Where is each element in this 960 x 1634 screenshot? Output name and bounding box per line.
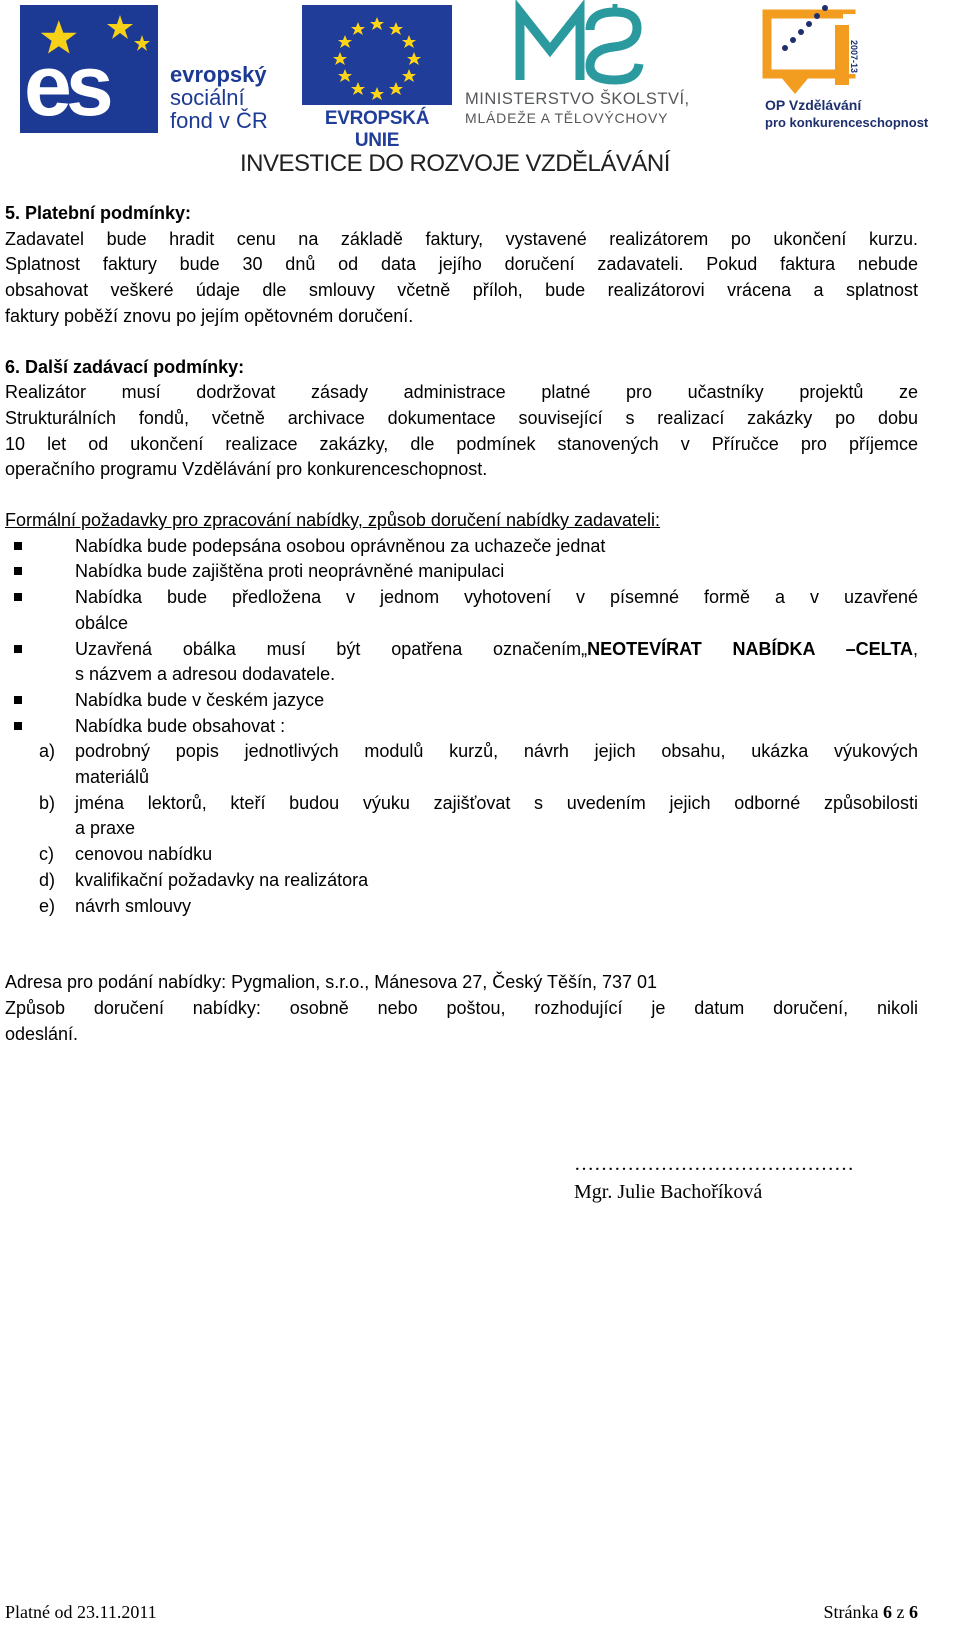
list-item xyxy=(5,842,918,868)
document-body xyxy=(5,201,918,1047)
list-item-text: podrobný popis jednotlivých modulů kurzů, návrh jejich obsahu, ukázka výukových xyxy=(75,741,918,762)
esf-logo xyxy=(20,5,295,133)
other-line-2: Strukturálních fondů, včetně archivace dokumentace související s realizací zakázky po dobu xyxy=(5,407,918,428)
list-item: Nabídka bude podepsána osobou oprávněnou za uchazeče jednat xyxy=(5,534,918,560)
list-item xyxy=(5,868,918,894)
square-bullet-icon xyxy=(14,722,22,730)
page-number: Stránka 6 z 6 xyxy=(823,1602,918,1622)
list-item-text: jména lektorů, kteří budou výuku zajišťovat s uvedením jejich odborné způsobilosti xyxy=(75,792,918,813)
list-item xyxy=(5,739,918,790)
other-line-3: 10 let od ukončení realizace zakázky, dle podmínek stanovených v Příručce pro příjemce xyxy=(5,433,918,454)
list-item: Uzavřená obálka musí být opatřena označením„NEOTEVÍRAT NABÍDKA –CELTA, s názvem a adresou dodavatele. xyxy=(5,637,918,688)
esf-caption-line2: sociální xyxy=(170,85,245,110)
signature-dots: …………………………………… xyxy=(574,1153,854,1175)
esf-caption-line3: fond v ČR xyxy=(170,108,268,133)
envelope-label: NEOTEVÍRAT NABÍDKA –CELTA xyxy=(587,638,913,659)
list-item-text-cont: a praxe xyxy=(75,818,136,839)
square-bullet-icon xyxy=(14,645,22,653)
square-bullet-icon xyxy=(14,593,22,601)
list-item-text-cont: materiálů xyxy=(75,767,150,788)
list-marker: b) xyxy=(39,792,56,813)
address-line-1: Adresa pro podání nabídky: Pygmalion, s.r.o., Mánesova 27, Český Těšín, 737 01 xyxy=(5,972,658,993)
page-footer xyxy=(5,1602,918,1628)
payment-line-1: Zadavatel bude hradit cenu na základě faktury, vystavené realizátorem po ukončení kurzu. xyxy=(5,228,918,249)
address-line-3: odeslání. xyxy=(5,1023,79,1044)
header-slogan: INVESTICE DO ROZVOJE VZDĚLÁVÁNÍ xyxy=(240,150,670,177)
offer-contents-list xyxy=(5,739,918,919)
signatory-name: Mgr. Julie Bachoříková xyxy=(574,1181,763,1203)
msmt-line1: MINISTERSTVO ŠKOLSTVÍ, xyxy=(465,90,690,108)
eu-stars-icon xyxy=(302,5,452,105)
op-line1: OP Vzdělávání xyxy=(765,97,862,113)
msmt-line2: MLÁDEŽE A TĚLOVÝCHOVY xyxy=(465,110,669,126)
square-bullet-icon xyxy=(14,696,22,704)
header-logos xyxy=(0,0,960,200)
list-item-text: kvalifikační požadavky na realizátora xyxy=(75,869,369,890)
section-heading-payment: 5. Platební podmínky: xyxy=(5,203,192,223)
list-marker: c) xyxy=(39,844,54,865)
other-line-4: operačního programu Vzdělávání pro konkurenceschopnost. xyxy=(5,459,488,480)
list-marker: e) xyxy=(39,895,56,916)
requirements-list xyxy=(5,534,918,740)
section-heading-formal: Formální požadavky pro zpracování nabídky, způsob doručení nabídky zadavateli: xyxy=(5,510,661,531)
payment-line-2: Splatnost faktury bude 30 dnů od data jejího doručení zadavateli. Pokud faktura nebude xyxy=(5,254,918,275)
esf-caption xyxy=(170,63,268,132)
list-item-text: cenovou nabídku xyxy=(75,844,213,865)
eu-logo xyxy=(302,5,452,151)
list-marker: a) xyxy=(39,741,56,762)
eu-caption: EVROPSKÁ UNIE xyxy=(324,108,430,151)
op-logo xyxy=(755,0,950,132)
list-item: Nabídka bude obsahovat : xyxy=(5,714,918,740)
list-item: Nabídka bude zajištěna proti neoprávněné manipulaci xyxy=(5,559,918,585)
op-emblem-icon xyxy=(755,0,950,96)
esf-caption-line1: evropský xyxy=(170,62,267,87)
op-line2: pro konkurenceschopnost xyxy=(765,115,929,130)
other-line-1: Realizátor musí dodržovat zásady administrace platné pro učastníky projektů ze xyxy=(5,382,918,403)
payment-line-4: faktury poběží znovu po jejím opětovném doručení. xyxy=(5,305,414,326)
op-years: 2007-13 xyxy=(849,40,859,74)
list-item: Nabídka bude v českém jazyce xyxy=(5,688,918,714)
list-item: Nabídka bude předložena v jednom vyhotovení v písemné formě a v uzavřené obálce xyxy=(5,585,918,636)
payment-line-3: obsahovat veškeré údaje dle smlouvy včetně příloh, bude realizátorovi vrácena a splatnost xyxy=(5,280,918,301)
square-bullet-icon xyxy=(14,567,22,575)
valid-from: Platné od 23.11.2011 xyxy=(5,1602,157,1622)
list-marker: d) xyxy=(39,869,56,890)
address-line-2: Způsob doručení nabídky: osobně nebo poštou, rozhodující je datum doručení, nikoli xyxy=(5,997,918,1018)
list-item-text: návrh smlouvy xyxy=(75,895,192,916)
eu-flag xyxy=(302,5,452,105)
esf-letters: esf xyxy=(24,38,131,134)
signature-block xyxy=(574,1150,919,1206)
msmt-logo xyxy=(465,0,740,132)
section-heading-other: 6. Další zadávací podmínky: xyxy=(5,356,245,377)
square-bullet-icon xyxy=(14,542,22,550)
msmt-emblem-icon xyxy=(465,0,740,90)
list-item xyxy=(5,791,918,842)
list-item xyxy=(5,894,918,920)
